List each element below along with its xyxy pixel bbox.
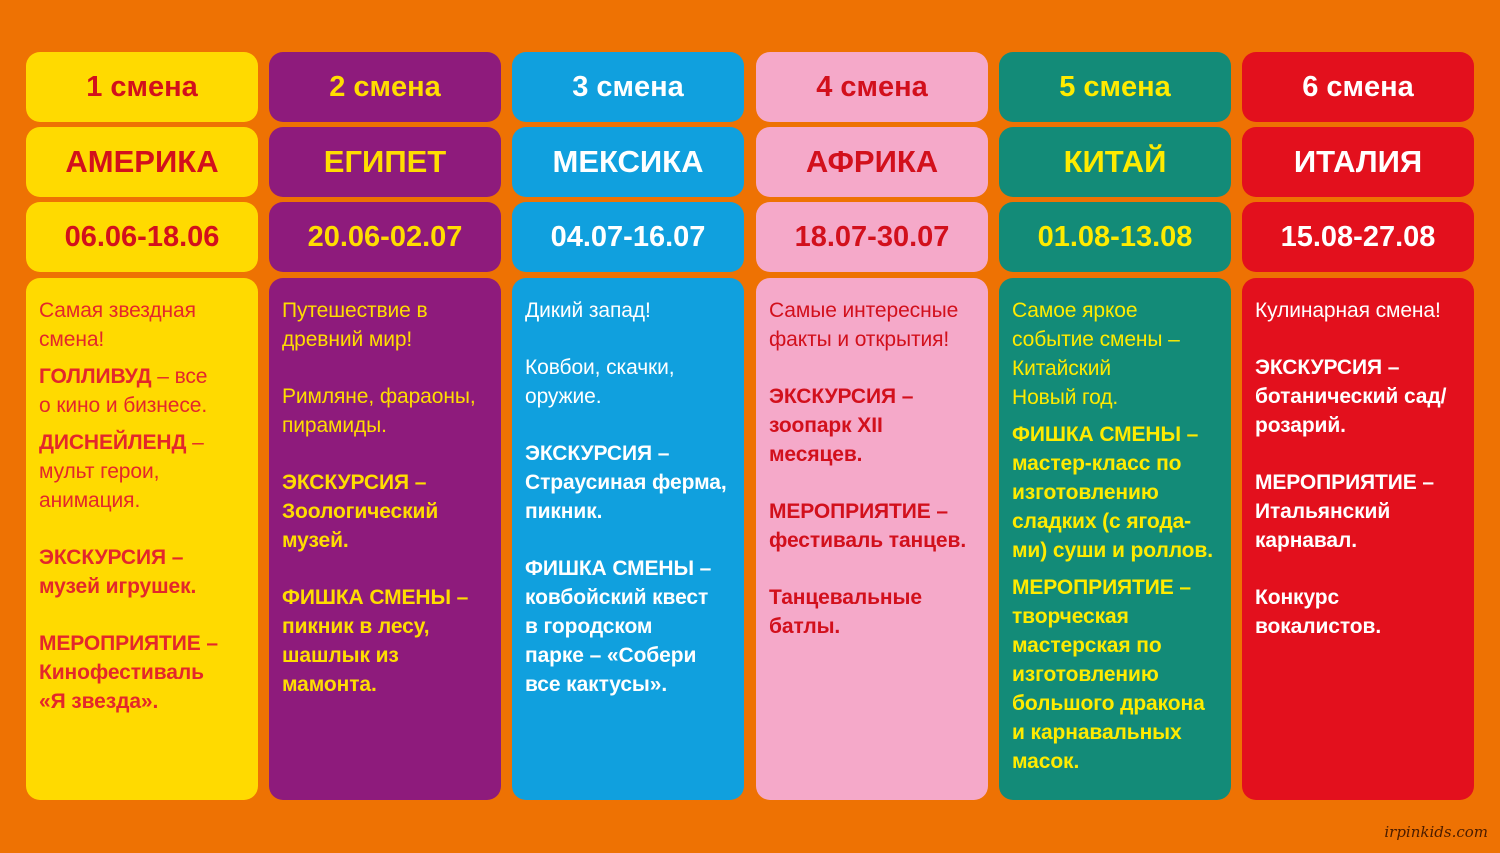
- paragraph-text: Самое яркое событие смены – Китайский Новый год.: [1012, 299, 1180, 409]
- shift-description: [756, 278, 988, 800]
- shift-description: [512, 278, 744, 800]
- paragraph-text: ЭКСКУРСИЯ – музей игрушек.: [39, 546, 197, 598]
- shift-label: 5 смена: [999, 52, 1231, 122]
- shift-column-3: [512, 52, 744, 800]
- shift-description: [26, 278, 258, 800]
- description-paragraph: [769, 382, 988, 469]
- paragraph-text: МЕРОПРИЯТИЕ – фестиваль танцев.: [769, 500, 967, 552]
- description-paragraph: [1255, 468, 1474, 555]
- paragraph-text: Римляне, фараоны, пирамиды.: [282, 385, 476, 437]
- paragraph-text: Кулинарная смена!: [1255, 299, 1441, 322]
- description-paragraph: [525, 554, 744, 699]
- description-paragraph: [39, 362, 258, 420]
- paragraph-text: ФИШКА СМЕНЫ – ковбойский квест в городском парке – «Собери все кактусы».: [525, 557, 712, 696]
- paragraph-text: ЭКСКУРСИЯ – Страусиная ферма, пикник.: [525, 442, 727, 523]
- description-paragraph: [282, 583, 501, 699]
- paragraph-text: ФИШКА СМЕНЫ – пикник в лесу, шашлык из мамонта.: [282, 586, 469, 696]
- paragraph-text: МЕРОПРИЯТИЕ – Итальянский карнавал.: [1255, 471, 1434, 552]
- description-paragraph: [1012, 420, 1231, 565]
- shift-description: [999, 278, 1231, 800]
- paragraph-text: Дикий запад!: [525, 299, 651, 322]
- date-range: 04.07-16.07: [512, 202, 744, 272]
- paragraph-text: МЕРОПРИЯТИЕ – Кинофестиваль «Я звезда».: [39, 632, 218, 713]
- shift-column-2: [269, 52, 501, 800]
- description-paragraph: [39, 543, 258, 601]
- description-paragraph: [769, 583, 988, 641]
- paragraph-text-continued: – мульт герои, анимация.: [39, 431, 204, 512]
- description-paragraph: [1012, 296, 1231, 412]
- country-title: МЕКСИКА: [512, 127, 744, 197]
- description-paragraph: [525, 296, 744, 325]
- description-paragraph: [39, 296, 258, 354]
- description-paragraph: [282, 382, 501, 440]
- description-paragraph: [282, 296, 501, 354]
- paragraph-text-continued: – все о кино и бизнесе.: [39, 365, 208, 417]
- date-range: 18.07-30.07: [756, 202, 988, 272]
- shift-label: 1 смена: [26, 52, 258, 122]
- description-paragraph: [1012, 573, 1231, 776]
- shift-column-5: [999, 52, 1231, 800]
- shift-column-6: [1242, 52, 1474, 800]
- description-paragraph: [525, 439, 744, 526]
- shift-description: [269, 278, 501, 800]
- country-title: КИТАЙ: [999, 127, 1231, 197]
- country-title: АМЕРИКА: [26, 127, 258, 197]
- shift-description: [1242, 278, 1474, 800]
- paragraph-text: Самая звездная смена!: [39, 299, 196, 351]
- paragraph-text: Ковбои, скачки, оружие.: [525, 356, 675, 408]
- description-paragraph: [525, 353, 744, 411]
- date-range: 01.08-13.08: [999, 202, 1231, 272]
- paragraph-text: Путешествие в древний мир!: [282, 299, 428, 351]
- country-title: ЕГИПЕТ: [269, 127, 501, 197]
- shift-label: 3 смена: [512, 52, 744, 122]
- paragraph-text: ФИШКА СМЕНЫ – мастер-класс по изготовлению сладких (с ягода- ми) суши и роллов.: [1012, 423, 1213, 562]
- description-paragraph: [1255, 296, 1474, 325]
- date-range: 06.06-18.06: [26, 202, 258, 272]
- paragraph-text: Конкурс вокалистов.: [1255, 586, 1382, 638]
- country-title: ИТАЛИЯ: [1242, 127, 1474, 197]
- paragraph-text: Танцевальные батлы.: [769, 586, 922, 638]
- shift-column-1: [26, 52, 258, 800]
- shift-column-4: [756, 52, 988, 800]
- paragraph-text: ДИСНЕЙЛЕНД: [39, 431, 187, 454]
- paragraph-text: ЭКСКУРСИЯ – зоопарк XII месяцев.: [769, 385, 914, 466]
- paragraph-text: ЭКСКУРСИЯ – Зоологический музей.: [282, 471, 439, 552]
- description-paragraph: [39, 428, 258, 515]
- date-range: 15.08-27.08: [1242, 202, 1474, 272]
- paragraph-text: МЕРОПРИЯТИЕ – творческая мастерская по изготовлению большого дракона и карнавальных масок.: [1012, 576, 1205, 773]
- description-paragraph: [769, 296, 988, 354]
- paragraph-text: Самые интересные факты и открытия!: [769, 299, 959, 351]
- description-paragraph: [769, 497, 988, 555]
- shift-label: 2 смена: [269, 52, 501, 122]
- country-title: АФРИКА: [756, 127, 988, 197]
- shifts-table: [26, 52, 1474, 800]
- description-paragraph: [39, 629, 258, 716]
- date-range: 20.06-02.07: [269, 202, 501, 272]
- paragraph-text: ЭКСКУРСИЯ – ботанический сад/ розарий.: [1255, 356, 1447, 437]
- shift-label: 6 смена: [1242, 52, 1474, 122]
- description-paragraph: [1255, 583, 1474, 641]
- description-paragraph: [282, 468, 501, 555]
- shift-label: 4 смена: [756, 52, 988, 122]
- paragraph-text: ГОЛЛИВУД: [39, 365, 152, 388]
- description-paragraph: [1255, 353, 1474, 440]
- watermark: irpinkids.com: [1384, 823, 1488, 841]
